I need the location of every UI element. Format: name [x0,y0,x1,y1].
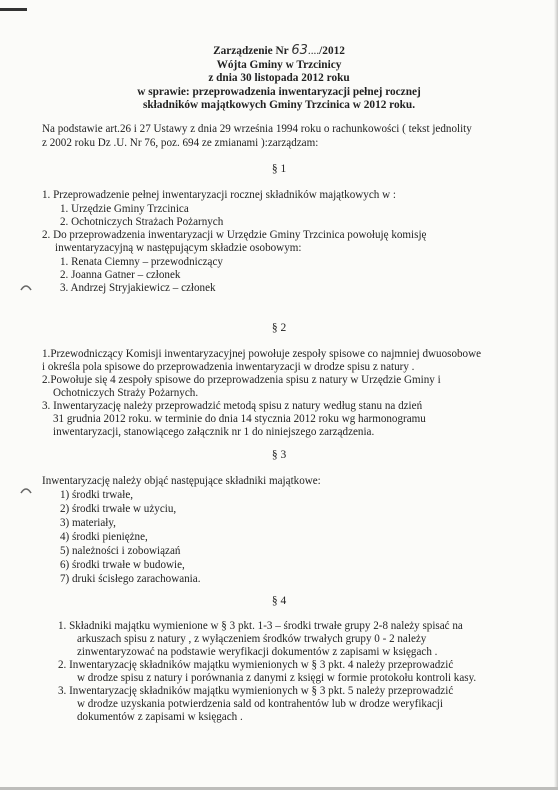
paragraph-line: dokumentów z zapisami w księgach . [77,711,243,723]
paragraph-line: arkuszach spisu z natury , z wyłączeniem środków trwałych grupy 0 - 2 należy [77,633,427,645]
paragraph-line: 2. Inwentaryzację składników majątku wymienionych w § 3 pkt. 4 należy przeprowadzić [58,659,454,671]
paragraph-line: 31 grudnia 2012 roku. w terminie do dnia 14 stycznia 2012 roku wg harmonogramu [53,413,426,425]
paragraph-line: inwentaryzacyjną w następującym składzie osobowym: [55,242,302,254]
list-item: 1. Urzędzie Gminy Trzcinica [60,203,189,215]
subject-line-1: w sprawie: przeprowadzenia inwentaryzacji pełnej rocznej [137,85,421,98]
list-item: 2. Joanna Gatner – członek [60,269,181,281]
paragraph-line: zinwentaryzować na podstawie weryfikacji dokumentów z zapisami w księgach . [77,646,438,658]
section-heading: § 4 [271,595,287,607]
paragraph-line: 3. Inwentaryzację składników majątku wymienionych w § 3 pkt. 5 należy przeprowadzić [58,685,454,697]
list-item: 1. Renata Ciemny – przewodniczący [60,256,223,268]
list-item: 3. Andrzej Stryjakiewicz – członek [60,282,216,294]
section-heading: § 3 [271,449,287,461]
paragraph-line: w drodze spisu z natury i porównania z danymi z księgi w formie protokołu kontroli kasy. [77,672,477,684]
list-item: 6) środki trwałe w budowie, [60,559,185,571]
paragraph-line: 1. Składniki majątku wymienione w § 3 pkt. 1-3 – środki trwałe grupy 2-8 należy spisać na [58,620,463,632]
paragraph-line: Ochotniczych Straży Pożarnych. [53,387,199,399]
section-heading: § 2 [271,322,287,334]
paragraph-line: Inwentaryzację należy objąć następujące składniki majątkowe: [42,475,321,487]
list-item: 2) środki trwałe w użyciu, [60,503,177,515]
paragraph-line: 2. Do przeprowadzenia inwentaryzacji w Urzędzie Gminy Trzcinica powołuję komisję [42,229,427,241]
punch-hole-mark [20,282,32,291]
paragraph-line: inwentaryzacji, stanowiącego załącznik nr 1 do niniejszego zarządzenia. [53,426,375,438]
ordinance-title: Zarządzenie Nr 63..../2012 [213,43,345,58]
preamble-line: z 2002 roku Dz .U. Nr 76, poz. 694 ze zmianami ):zarządzam: [42,137,319,149]
list-item: 4) środki pieniężne, [60,531,148,543]
issuer: Wójta Gminy w Trzcinicy [216,58,342,71]
list-item: 5) należności i zobowiązań [60,545,181,557]
list-item: 2. Ochotniczych Strażach Pożarnych [60,216,224,228]
paragraph-line: w drodze uzyskania potwierdzenia sald od kontrahentów lub w drodze weryfikacji [77,698,443,710]
margin-mark [0,8,27,11]
subject-line-2: składników majątkowych Gminy Trzcinica w 2012 roku. [142,99,416,112]
list-item: 3) materiały, [60,517,116,529]
section-heading: § 1 [271,163,287,175]
paragraph-line: 1. Przeprowadzenie pełnej inwentaryzacji rocznej składników majątkowych w : [42,189,396,201]
punch-hole-mark [20,485,32,494]
preamble-line: Na podstawie art.26 i 27 Ustawy z dnia 29 września 1994 roku o rachunkowości ( tekst jednolity [42,123,472,135]
paragraph-line: 1.Przewodniczący Komisji inwentaryzacyjnej powołuje zespoły spisowe co najmniej dwuosobowe [42,348,482,360]
paragraph-line: i określa pola spisowe do przeprowadzenia inwentaryzacji w drodze spisu z natury . [42,361,415,373]
paragraph-line: 2.Powołuje się 4 zespoły spisowe do przeprowadzenia spisu z natury w Urzędzie Gminy i [42,374,441,386]
paragraph-line: 3. Inwentaryzację należy przeprowadzić metodą spisu z natury według stanu na dzień [42,400,423,412]
list-item: 1) środki trwałe, [60,489,134,501]
document-header [0,44,558,113]
list-item: 7) druki ścisłego zarachowania. [60,573,201,585]
issue-date: z dnia 30 listopada 2012 roku [208,72,350,85]
page-edge-shadow [554,0,558,790]
handwritten-number: 63 [291,43,308,58]
